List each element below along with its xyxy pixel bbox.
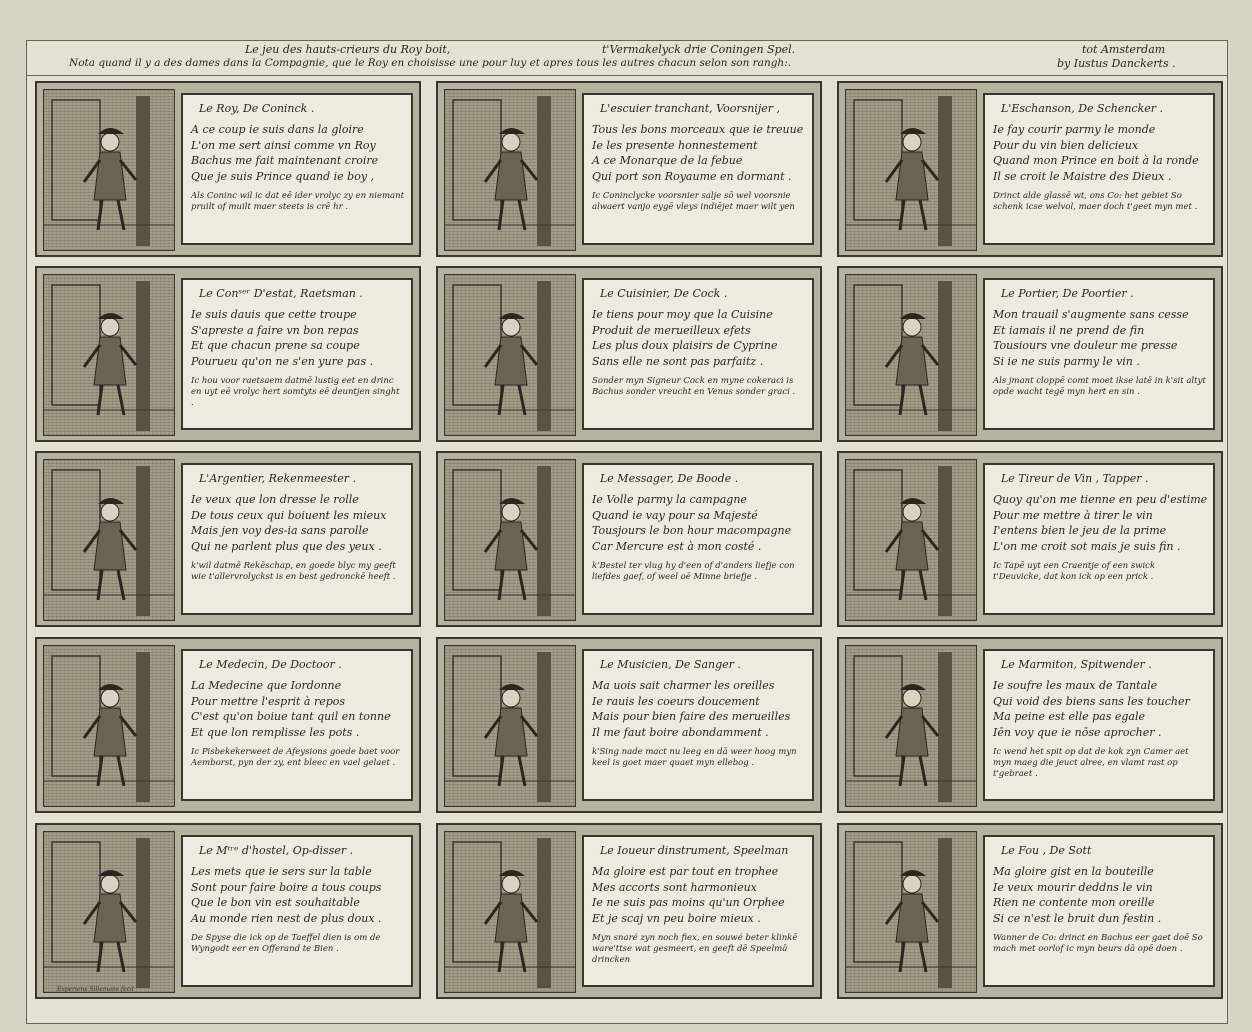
verse-panel bbox=[983, 835, 1215, 987]
figure-icon bbox=[445, 646, 575, 806]
verse-line: Ie Volle parmy la campagne bbox=[592, 493, 747, 506]
verse-panel bbox=[582, 93, 814, 245]
verse-line: Que le bon vin est souhaitable bbox=[191, 896, 360, 909]
verse-line: Mais pour bien faire des merueilles bbox=[592, 710, 791, 723]
dutch-verse: Ic hou voor raetsaem datmē lustig eet en drinc en uyt eē vrolyc hert somtyts eē deuntjen singht . bbox=[191, 376, 400, 408]
game-card bbox=[436, 823, 822, 999]
card-title: Le Tireur de Vin , Tapper . bbox=[1001, 472, 1149, 485]
title-center: t'Vermakelyck drie Coningen Spel. bbox=[602, 43, 796, 56]
verse-line: Tousjours le bon hour macompagne bbox=[592, 524, 792, 537]
engraver-signature: Experiens Sillemans fecit bbox=[57, 986, 135, 993]
verse-line: Ma gloire est par tout en trophee bbox=[592, 865, 779, 878]
verse-line: Tousiours vne douleur me presse bbox=[993, 339, 1178, 352]
illustration bbox=[444, 274, 576, 436]
verse-line: Ie suis dauis que cette troupe bbox=[191, 308, 357, 321]
verse-line: Ie rauis les coeurs doucement bbox=[592, 694, 760, 708]
figure-icon bbox=[846, 275, 976, 435]
verse-line: Ie les presente honnestement bbox=[592, 138, 758, 152]
verse-line: Ma gloire gist en la bouteille bbox=[993, 865, 1154, 878]
card-title: L'escuier tranchant, Voorsnijer , bbox=[600, 102, 780, 115]
verse-panel bbox=[983, 278, 1215, 430]
card-title: Le Musicien, De Sanger . bbox=[600, 658, 741, 671]
game-card bbox=[35, 823, 421, 999]
figure-icon bbox=[846, 832, 976, 992]
note-line: Nota quand il y a des dames dans la Compagnie, que le Roy en choisisse une pour luy et apres tous les autres chacun selon son rangh:. bbox=[69, 57, 792, 69]
verse-line: Iēn voy que ie nōse aprocher . bbox=[993, 725, 1162, 739]
illustration bbox=[43, 89, 175, 251]
dutch-verse: Ic Coninclycke voorsnier salje sō wel voorsnie alwaert vanjo eygē vleys indiējet maer wilt yen bbox=[592, 191, 795, 212]
verse-panel bbox=[582, 835, 814, 987]
figure-icon bbox=[846, 90, 976, 250]
verse-line: Il me faut boire abondamment . bbox=[592, 725, 769, 739]
verse-line: Ie veux que lon dresse le rolle bbox=[191, 493, 359, 506]
verse-line: Pourueu qu'on ne s'en yure pas . bbox=[191, 354, 374, 368]
verse-line: Ma uois sait charmer les oreilles bbox=[592, 679, 775, 692]
verse-line: Qui port son Royaume en dormant . bbox=[592, 169, 792, 183]
publisher-line: by Iustus Danckerts . bbox=[1057, 57, 1176, 70]
verse-panel bbox=[983, 93, 1215, 245]
verse-panel bbox=[582, 278, 814, 430]
verse-line: L'on me sert ainsi comme vn Roy bbox=[191, 138, 376, 152]
dutch-verse: Sonder myn Signeur Cock en myne cokeraci is Bachus sonder vreucht en Venus sonder graci . bbox=[592, 376, 796, 397]
illustration bbox=[845, 274, 977, 436]
figure-icon bbox=[846, 646, 976, 806]
verse-line: Ie tiens pour moy que la Cuisine bbox=[592, 308, 773, 321]
verse-line: Pour me mettre à tirer le vin bbox=[993, 508, 1153, 522]
verse-line: Qui ne parlent plus que des yeux . bbox=[191, 539, 382, 553]
game-card bbox=[837, 451, 1223, 627]
title-right: tot Amsterdam bbox=[1082, 43, 1166, 56]
verse-line: Et que lon remplisse les pots . bbox=[191, 725, 360, 739]
illustration bbox=[845, 645, 977, 807]
verse-line: Si ie ne suis parmy le vin . bbox=[993, 354, 1140, 368]
verse-line: Les plus doux plaisirs de Cyprine bbox=[592, 339, 778, 352]
figure-icon bbox=[445, 460, 575, 620]
figure-icon bbox=[44, 832, 174, 992]
card-title: Le Ioueur dinstrument, Speelman bbox=[600, 844, 789, 857]
verse-line: Ie veux mourir deddns le vin bbox=[993, 880, 1153, 894]
figure-icon bbox=[445, 832, 575, 992]
verse-line: Mon trauail s'augmente sans cesse bbox=[993, 308, 1189, 321]
illustration bbox=[845, 459, 977, 621]
verse-line: De tous ceux qui boiuent les mieux bbox=[191, 508, 387, 522]
card-title: Le Mᵗʳᵉ d'hostel, Op-disser . bbox=[199, 844, 354, 857]
dutch-verse: Als jmant cloppē comt moet ikse latē in k'sit altyt opde wacht tegē myn hert en sin . bbox=[993, 376, 1206, 397]
illustration bbox=[43, 274, 175, 436]
verse-line: Ie soufre les maux de Tantale bbox=[993, 679, 1158, 692]
verse-line: Ie ne suis pas moins qu'un Orphee bbox=[592, 896, 785, 909]
verse-line: S'apreste a faire vn bon repas bbox=[191, 323, 359, 337]
card-title: Le Medecin, De Doctoor . bbox=[199, 658, 342, 671]
verse-line: I'entens bien le jeu de la prime bbox=[993, 524, 1167, 537]
dutch-verse: Als Coninc wil ic dat eē ider vrolyc zy en niemant pruilt of muilt maer steets is crē hr . bbox=[191, 191, 405, 212]
verse-line: Mais jen voy des-ia sans parolle bbox=[191, 524, 369, 537]
print-sheet bbox=[26, 40, 1228, 1024]
illustration bbox=[43, 459, 175, 621]
verse-line: Quand mon Prince en boit à la ronde bbox=[993, 154, 1199, 167]
verse-line: Il se croit le Maistre des Dieux . bbox=[993, 169, 1172, 183]
game-card bbox=[436, 81, 822, 257]
card-title: Le Roy, De Coninck . bbox=[199, 102, 315, 115]
card-title: Le Cuisinier, De Cock . bbox=[600, 287, 728, 300]
game-card bbox=[35, 451, 421, 627]
dutch-verse: Drinct alde glassē wt, ons Co: het gebiet So schenk icse welvol, maer doch t'geet myn met . bbox=[993, 191, 1198, 212]
game-card bbox=[436, 637, 822, 813]
verse-line: Et iamais il ne prend de fin bbox=[993, 323, 1145, 337]
verse-line: Tous les bons morceaux que ie treuue bbox=[592, 123, 804, 136]
game-card bbox=[837, 637, 1223, 813]
dutch-verse: k'Bestel ter vlug hy d'een of d'anders liefje con liefdes gaef, of weel oē Minne briefje . bbox=[592, 561, 795, 582]
verse-line: Et je scaj vn peu boire mieux . bbox=[592, 911, 761, 925]
verse-line: Que je suis Prince quand ie boy , bbox=[191, 169, 375, 183]
card-title: L'Eschanson, De Schencker . bbox=[1001, 102, 1164, 115]
title-left: Le jeu des hauts-crieurs du Roy boit, bbox=[245, 43, 451, 56]
figure-icon bbox=[445, 275, 575, 435]
figure-icon bbox=[445, 90, 575, 250]
verse-line: Quoy qu'on me tienne en peu d'estime bbox=[993, 493, 1208, 506]
dutch-verse: Ic Pisbekekerweet de Afeysions goede baet voor Aemborst, pyn der zy, ent bleec en vael gelaet . bbox=[191, 747, 400, 768]
verse-panel bbox=[582, 463, 814, 615]
illustration bbox=[444, 645, 576, 807]
verse-line: Rien ne contente mon oreille bbox=[993, 896, 1155, 909]
game-card bbox=[837, 266, 1223, 442]
dutch-verse: Ic Tapē uyt een Craentje of een swick t'Deuvicke, dat kon ick op een prick . bbox=[993, 561, 1156, 582]
game-card bbox=[35, 81, 421, 257]
verse-line: Au monde rien nest de plus doux . bbox=[191, 911, 382, 925]
game-card bbox=[436, 266, 822, 442]
verse-line: Les mets que ie sers sur la table bbox=[191, 865, 372, 878]
verse-line: Bachus me fait maintenant croire bbox=[191, 154, 379, 167]
figure-icon bbox=[44, 460, 174, 620]
card-title: Le Conˢᵉʳ D'estat, Raetsman . bbox=[199, 287, 363, 300]
card-title: Le Messager, De Boode . bbox=[600, 472, 739, 485]
game-card bbox=[35, 637, 421, 813]
card-title: Le Portier, De Poortier . bbox=[1001, 287, 1134, 300]
verse-line: Mes accorts sont harmonieux bbox=[592, 880, 757, 894]
dutch-verse: Ic wend het spit op dat de kok zyn Camer aet myn maeg die jeuct alree, en vlamt rast op t'gebraet . bbox=[993, 747, 1189, 779]
verse-line: Ie fay courir parmy le monde bbox=[993, 123, 1156, 136]
verse-line: Si ce n'est le bruit dun festin . bbox=[993, 911, 1162, 925]
verse-line: A ce coup ie suis dans la gloire bbox=[191, 123, 364, 136]
card-title: Le Fou , De Sott bbox=[1001, 844, 1092, 857]
illustration bbox=[845, 89, 977, 251]
header bbox=[27, 41, 1227, 76]
card-title: Le Marmiton, Spitwender . bbox=[1001, 658, 1152, 671]
verse-panel bbox=[582, 649, 814, 801]
verse-line: La Medecine que Iordonne bbox=[191, 679, 342, 692]
verse-panel bbox=[181, 649, 413, 801]
verse-line: Sans elle ne sont pas parfaitz . bbox=[592, 354, 764, 368]
figure-icon bbox=[44, 90, 174, 250]
game-card bbox=[436, 451, 822, 627]
verse-line: Quand ie vay pour sa Majesté bbox=[592, 508, 758, 522]
illustration bbox=[43, 645, 175, 807]
verse-line: Pour mettre l'esprit à repos bbox=[191, 694, 346, 708]
verse-panel bbox=[983, 649, 1215, 801]
card-title: L'Argentier, Rekenmeester . bbox=[199, 472, 356, 485]
verse-line: A ce Monarque de la febue bbox=[592, 154, 743, 167]
figure-icon bbox=[44, 646, 174, 806]
game-card bbox=[837, 81, 1223, 257]
illustration bbox=[43, 831, 175, 993]
dutch-verse: k'Sing nade mact nu leeg en dā weer hoog myn keel is goet maer quaet myn ellebog . bbox=[592, 747, 797, 768]
verse-line: Ma peine est elle pas egale bbox=[993, 710, 1145, 723]
verse-line: Sont pour faire boire a tous coups bbox=[191, 880, 382, 894]
illustration bbox=[444, 459, 576, 621]
dutch-verse: k'wil datmē Rekēschap, en goede blyc my geeft wie t'allervrolyckst is en best gedronckē heeft . bbox=[191, 561, 396, 582]
game-card bbox=[35, 266, 421, 442]
card-grid bbox=[35, 81, 1223, 1017]
illustration bbox=[845, 831, 977, 993]
verse-panel bbox=[983, 463, 1215, 615]
verse-line: L'on me croit sot mais je suis fin . bbox=[993, 539, 1181, 553]
verse-line: Et que chacun prene sa coupe bbox=[191, 339, 360, 352]
verse-line: Produit de merueilleux efets bbox=[592, 323, 751, 337]
verse-line: C'est qu'on boiue tant quil en tonne bbox=[191, 710, 391, 723]
figure-icon bbox=[846, 460, 976, 620]
verse-line: Pour du vin bien delicieux bbox=[993, 138, 1139, 152]
verse-line: Qui void des biens sans les toucher bbox=[993, 694, 1190, 708]
verse-line: Car Mercure est à mon costé . bbox=[592, 539, 762, 553]
verse-panel bbox=[181, 463, 413, 615]
verse-panel bbox=[181, 278, 413, 430]
dutch-verse: Myn snaré zyn noch fiex, en souwé beter klinkē ware'ttse wat gesmeert, en geeft dē Speelmā drincken bbox=[592, 933, 798, 965]
illustration bbox=[444, 831, 576, 993]
game-card bbox=[837, 823, 1223, 999]
illustration bbox=[444, 89, 576, 251]
verse-panel bbox=[181, 835, 413, 987]
dutch-verse: De Spyse die ick op de Taeffel dien is om de Wyngodt eer en Offerand te Bien . bbox=[191, 933, 381, 954]
dutch-verse: Wanner de Co: drinct en Bachus eer gaet doē So mach met oorlof ic myn beurs dā opē doen . bbox=[993, 933, 1203, 954]
figure-icon bbox=[44, 275, 174, 435]
verse-panel bbox=[181, 93, 413, 245]
